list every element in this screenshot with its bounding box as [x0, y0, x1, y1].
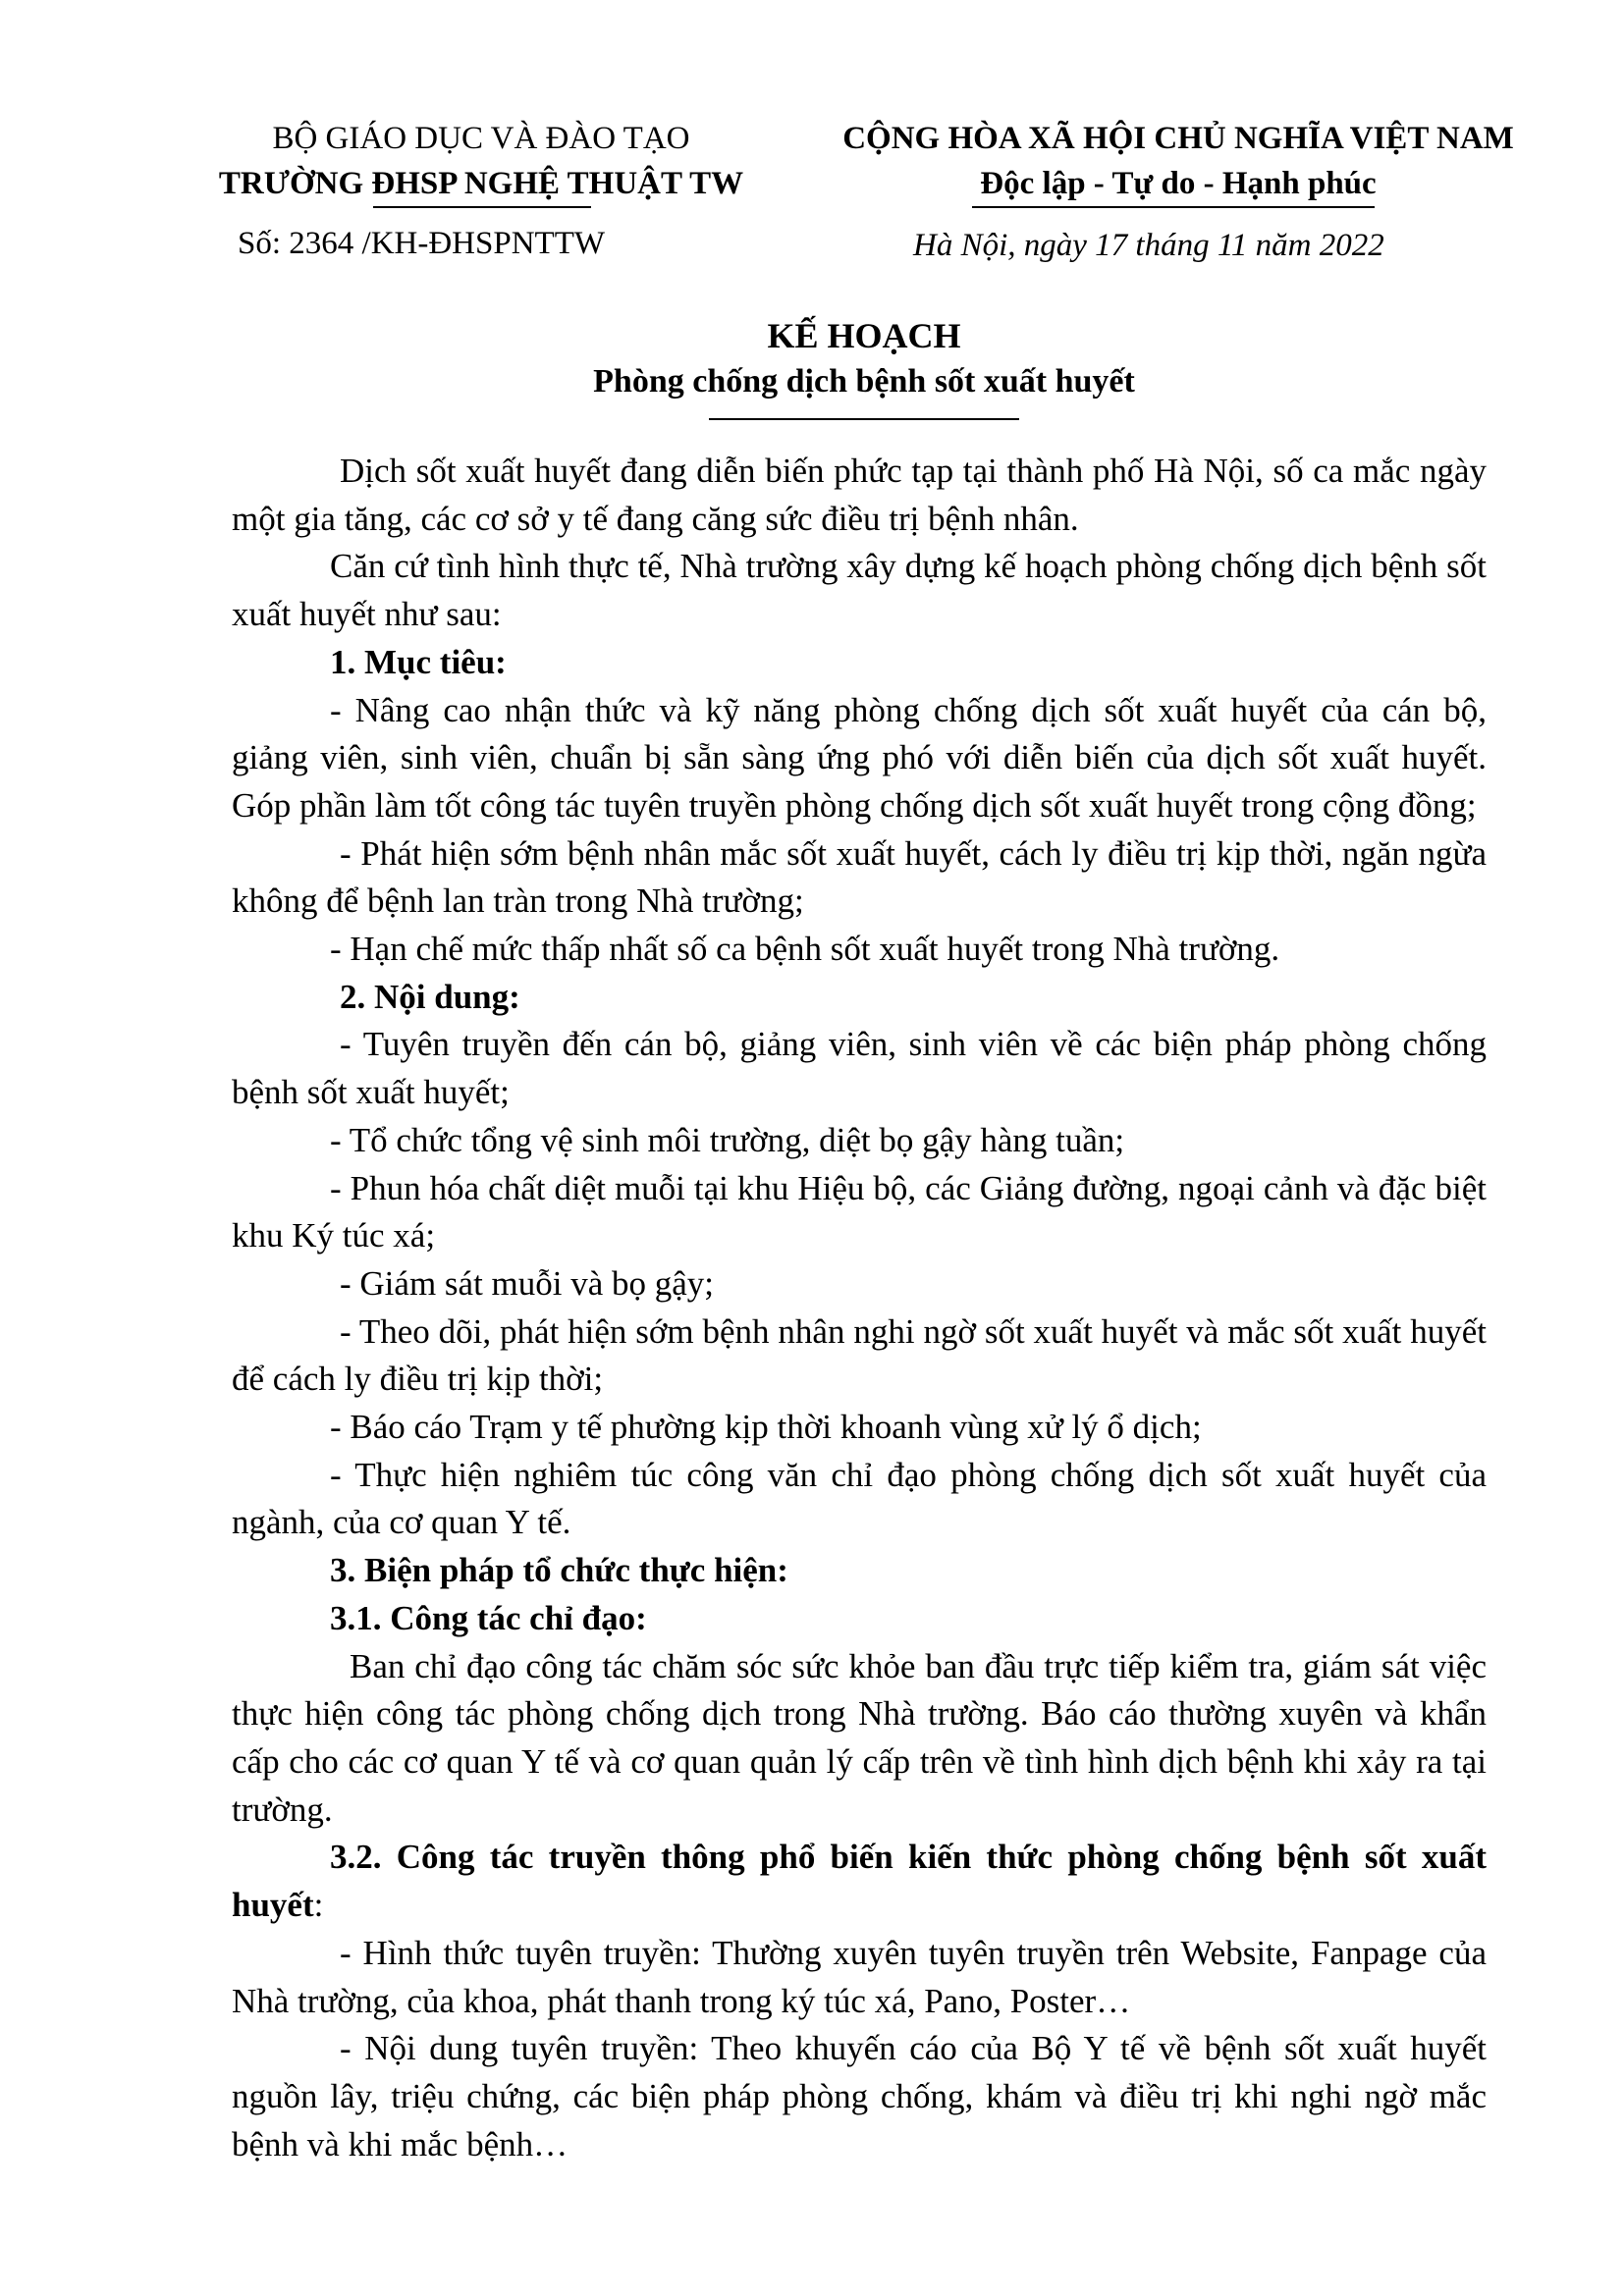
ministry-name: BỘ GIÁO DỤC VÀ ĐÀO TẠO	[272, 121, 690, 156]
title-underline	[709, 418, 1019, 420]
objective-item: - Hạn chế mức thấp nhất số ca bệnh sốt xuất huyết trong Nhà trường.	[330, 930, 1280, 969]
communication-heading-colon: :	[313, 1886, 324, 1925]
header-right-underline	[972, 206, 1375, 208]
content-item: - Phun hóa chất diệt muỗi tại khu Hiệu bộ, các Giảng đường, ngoại cảnh và đặc biệt khu Ký túc xá;	[232, 1168, 1487, 1255]
content-item: - Thực hiện nghiêm túc công văn chỉ đạo phòng chống dịch sốt xuất huyết của ngành, của cơ quan Y tế.	[232, 1455, 1487, 1542]
communication-item: - Nội dung tuyên truyền: Theo khuyến cáo của Bộ Y tế về bệnh sốt xuất huyết nguồn lây, triệu chứng, các biện pháp phòng chống, khám và điều trị khi nghi ngờ mắc bệnh và khi mắc bệnh…	[232, 2029, 1487, 2163]
header-left-underline	[373, 206, 591, 208]
communication-heading-text: 3.2. Công tác truyền thông phổ biến kiến thức phòng chống bệnh sốt xuất huyết	[232, 1838, 1487, 1925]
country-name: CỘNG HÒA XÃ HỘI CHỦ NGHĨA VIỆT NAM	[842, 121, 1514, 156]
basis-paragraph: Căn cứ tình hình thực tế, Nhà trường xây dựng kế hoạch phòng chống dịch bệnh sốt xuất huyết như sau:	[232, 547, 1487, 634]
direction-paragraph: Ban chỉ đạo công tác chăm sóc sức khỏe ban đầu trực tiếp kiểm tra, giám sát việc thực hiện công tác phòng chống dịch trong Nhà trường. Báo cáo thường xuyên và khẩn cấp cho các cơ quan Y tế và cơ quan quản lý cấp trên về tình hình dịch bệnh khi xảy ra tại trường.	[232, 1646, 1487, 1829]
content-item: - Tổ chức tổng vệ sinh môi trường, diệt bọ gậy hàng tuần;	[330, 1120, 1125, 1159]
document-header	[177, 116, 1551, 312]
section-heading-objectives: 1. Mục tiêu:	[330, 642, 507, 681]
communication-item: - Hình thức tuyên truyền: Thường xuyên tuyên truyền trên Website, Fanpage của Nhà trường, của khoa, phát thanh trong ký túc xá, Pano, Poster…	[232, 1933, 1487, 2020]
document-date: Hà Nội, ngày 17 tháng 11 năm 2022	[913, 228, 1384, 263]
content-item: - Tuyên truyền đến cán bộ, giảng viên, sinh viên về các biện pháp phòng chống bệnh sốt xuất huyết;	[232, 1025, 1487, 1112]
document-body	[232, 448, 1487, 2168]
objective-item: - Nâng cao nhận thức và kỹ năng phòng chống dịch sốt xuất huyết của cán bộ, giảng viên, sinh viên, chuẩn bị sẵn sàng ứng phó với diễn biến của dịch sốt xuất huyết. Góp phần làm tốt công tác tuyên truyền phòng chống dịch sốt xuất huyết trong cộng đồng;	[232, 690, 1487, 825]
subsection-heading-direction: 3.1. Công tác chỉ đạo:	[330, 1598, 647, 1637]
document-title-block	[177, 312, 1551, 404]
content-item: - Theo dõi, phát hiện sớm bệnh nhân nghi ngờ sốt xuất huyết và mắc sốt xuất huyết để cách ly điều trị kịp thời;	[232, 1311, 1487, 1399]
document-number: Số: 2364 /KH-ĐHSPNTTW	[238, 226, 606, 261]
national-motto	[805, 116, 1551, 206]
subsection-heading-communication	[232, 1834, 1487, 1929]
intro-paragraph: Dịch sốt xuất huyết đang diễn biến phức tạp tại thành phố Hà Nội, số ca mắc ngày một gia tăng, các cơ sở y tế đang căng sức điều trị bệnh nhân.	[232, 452, 1487, 538]
objective-item: - Phát hiện sớm bệnh nhân mắc sốt xuất huyết, cách ly điều trị kịp thời, ngăn ngừa không để bệnh lan tràn trong Nhà trường;	[232, 833, 1487, 921]
section-heading-content: 2. Nội dung:	[340, 977, 520, 1016]
content-item: - Giám sát muỗi và bọ gậy;	[340, 1263, 715, 1303]
issuing-authority	[177, 116, 785, 206]
section-heading-measures: 3. Biện pháp tổ chức thực hiện:	[330, 1551, 788, 1590]
content-item: - Báo cáo Trạm y tế phường kịp thời khoanh vùng xử lý ổ dịch;	[330, 1408, 1202, 1447]
school-name: TRƯỜNG ĐHSP NGHỆ THUẬT TW	[218, 166, 744, 201]
motto-line: Độc lập - Tự do - Hạnh phúc	[980, 166, 1377, 201]
document-title: KẾ HOẠCH	[767, 316, 961, 355]
document-subtitle: Phòng chống dịch bệnh sốt xuất huyết	[593, 363, 1135, 400]
